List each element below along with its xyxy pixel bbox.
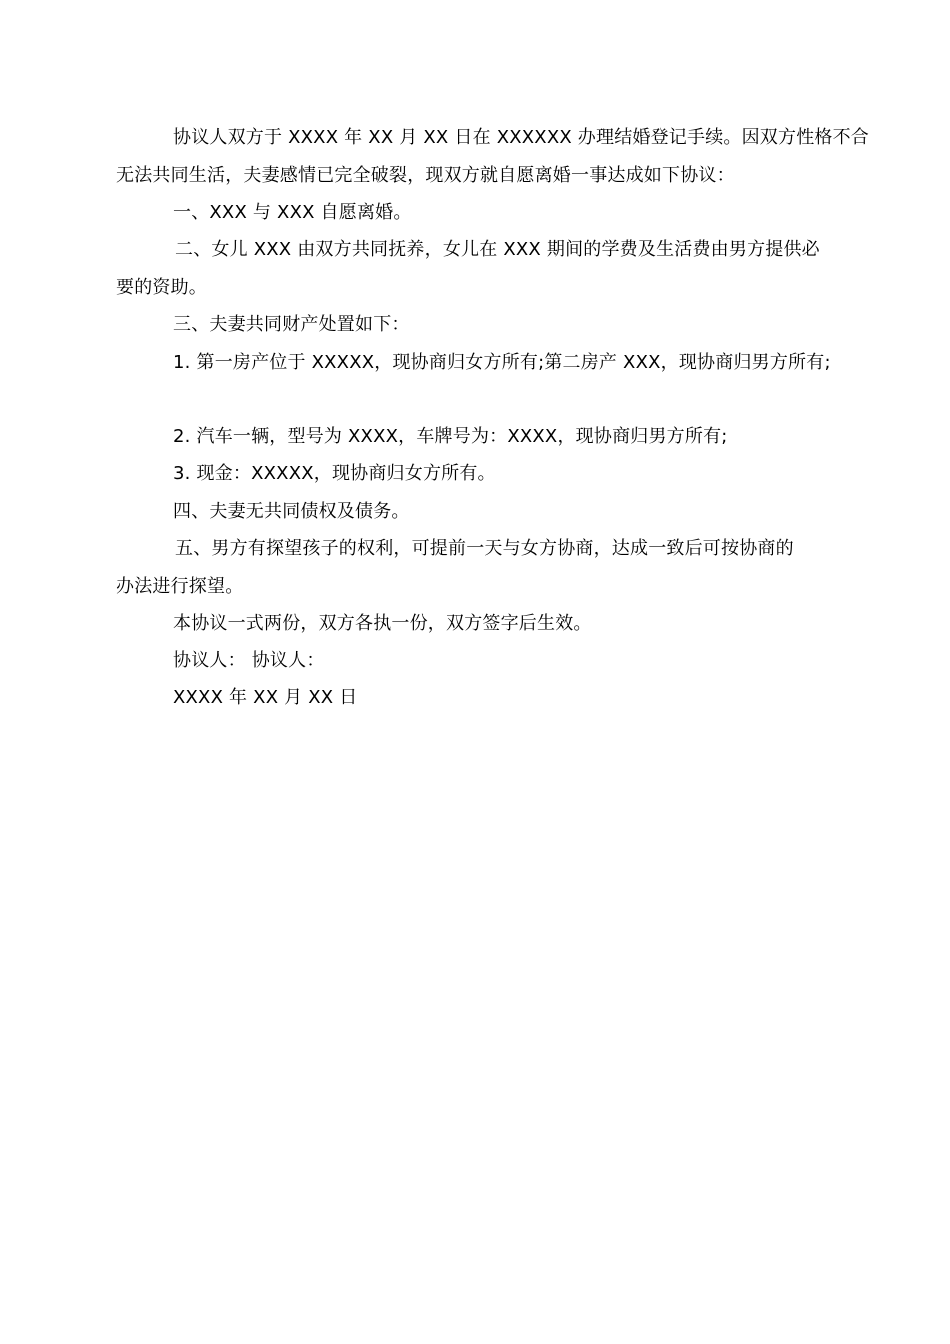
property-item-1: 1. 第一房产位于 XXXXX，现协商归女方所有;第二房产 XXX，现协商归男方所有; bbox=[173, 352, 831, 373]
clause-2-line-1: 二、女儿 XXX 由双方共同抚养，女儿在 XXX 期间的学费及生活费由男方提供必 bbox=[175, 239, 820, 260]
property-item-2: 2. 汽车一辆，型号为 XXXX，车牌号为：XXXX，现协商归男方所有; bbox=[173, 426, 728, 447]
intro-text-line-1: 协议人双方于 XXXX 年 XX 月 XX 日在 XXXXXX 办理结婚登记手续。因双方性格不合 bbox=[173, 127, 870, 148]
signatories-line: 协议人： 协议人： bbox=[173, 650, 325, 671]
clause-5-line-2: 办法进行探望。 bbox=[116, 576, 244, 597]
clause-2-line-2: 要的资助。 bbox=[116, 277, 207, 298]
clause-5-line-1: 五、男方有探望孩子的权利，可提前一天与女方协商，达成一致后可按协商的 bbox=[175, 538, 794, 559]
copies-statement: 本协议一式两份，双方各执一份，双方签字后生效。 bbox=[173, 613, 592, 634]
agreement-date: XXXX 年 XX 月 XX 日 bbox=[173, 687, 358, 708]
clause-4: 四、夫妻无共同债权及债务。 bbox=[173, 501, 410, 522]
clause-1: 一、XXX 与 XXX 自愿离婚。 bbox=[173, 202, 412, 223]
clause-3: 三、夫妻共同财产处置如下： bbox=[173, 314, 410, 335]
intro-text-line-2: 无法共同生活，夫妻感情已完全破裂，现双方就自愿离婚一事达成如下协议： bbox=[116, 165, 735, 186]
property-item-3: 3. 现金：XXXXX，现协商归女方所有。 bbox=[173, 463, 496, 484]
